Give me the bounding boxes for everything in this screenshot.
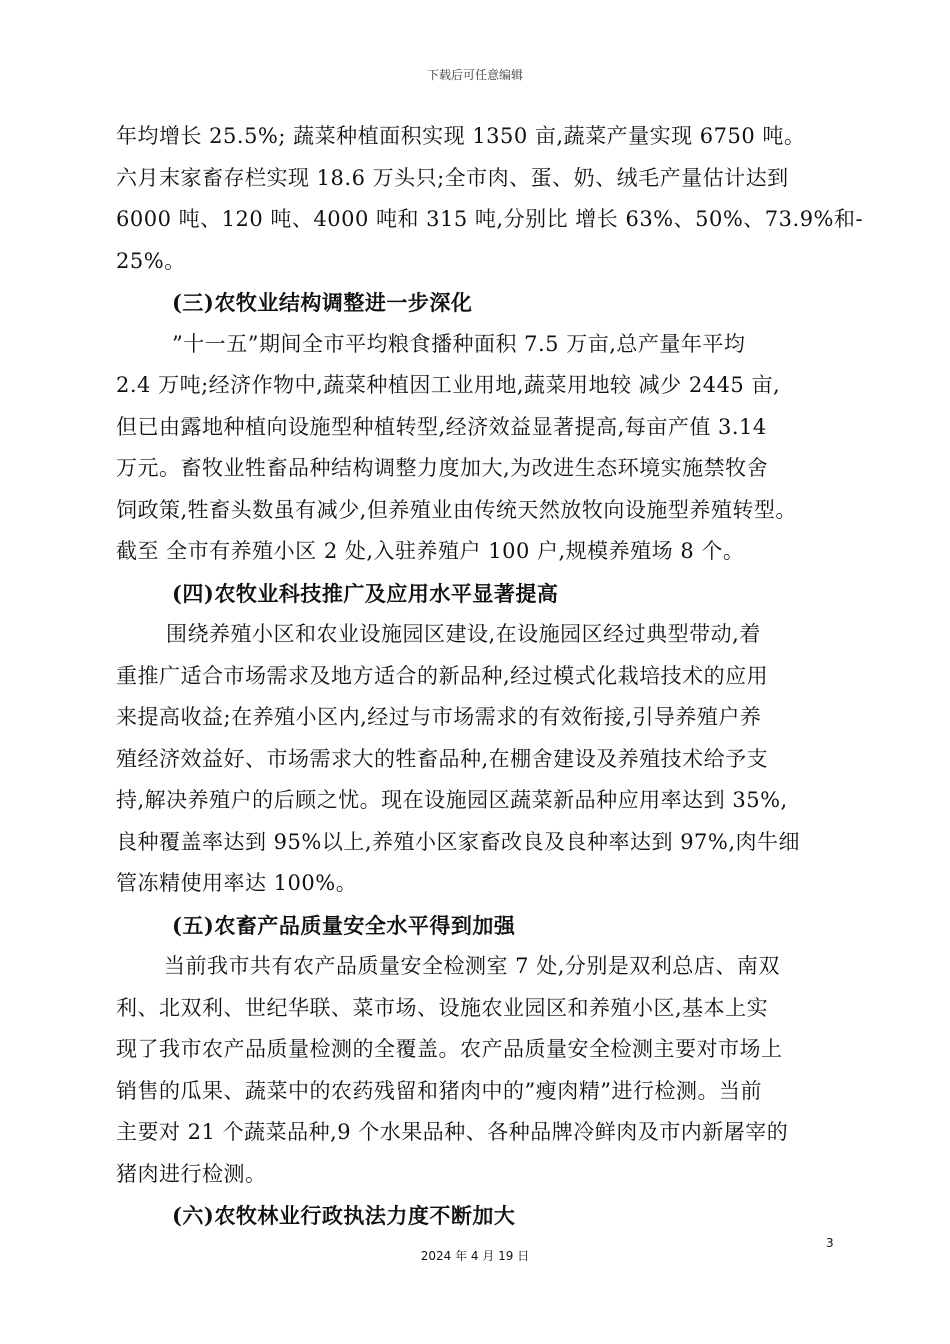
section-heading: (五)农畜产品质量安全水平得到加强 [172,912,516,938]
body-text-line: 六月末家畜存栏实现 18.6 万头只;全市肉、蛋、奶、绒毛产量估计达到 [116,165,789,190]
page-number: 3 [826,1236,834,1250]
body-text-line: 主要对 21 个蔬菜品种,9 个水果品种、各种品牌冷鲜肉及市内新屠宰的 [116,1120,789,1144]
body-text-line: 重推广适合市场需求及地方适合的新品种,经过模式化栽培技术的应用 [116,663,769,688]
body-text-line: 来提高收益;在养殖小区内,经过与市场需求的有效衔接,引导养殖户养 [116,705,762,729]
body-text-line: 现了我市农产品质量检测的全覆盖。农产品质量安全检测主要对市场上 [116,1037,783,1061]
body-text-line: 围绕养殖小区和农业设施园区建设,在设施园区经过典型带动,着 [166,622,761,646]
body-text-line: 年均增长 25.5%; 蔬菜种植面积实现 1350 亩,蔬菜产量实现 6750 吨。 [116,124,806,148]
body-text-line: 良种覆盖率达到 95%以上,养殖小区家畜改良及良种率达到 97%,肉牛细 [116,829,801,854]
body-text-line: 猪肉进行检测。 [116,1161,267,1186]
body-text-line: 2.4 万吨;经济作物中,蔬菜种植因工业用地,蔬菜用地较 减少 2445 亩, [116,373,781,397]
section-heading: (四)农牧业科技推广及应用水平显著提高 [172,580,559,606]
body-text-line: ”十一五”期间全市平均粮食播种面积 7.5 万亩,总产量年平均 [172,331,746,356]
body-text-line: 销售的瓜果、蔬菜中的农药残留和猪肉中的”瘦肉精”进行检测。当前 [116,1078,762,1103]
body-text-line: 管冻精使用率达 100%。 [116,871,358,895]
section-heading: (六)农牧林业行政执法力度不断加大 [172,1203,516,1228]
body-text-line: 但已由露地种植向设施型种植转型,经济效益显著提高,每亩产值 3.14 [116,414,767,439]
body-text-line: 当前我市共有农产品质量安全检测室 7 处,分别是双利总店、南双 [164,954,780,978]
body-text-line: 殖经济效益好、市场需求大的牲畜品种,在棚舍建设及养殖技术给予支 [116,746,769,771]
footer-date: 2024 年 4 月 19 日 [420,1249,530,1263]
page-header: 下载后可任意编辑 [426,68,523,82]
body-text-line: 25%。 [116,248,186,273]
body-text-line: 持,解决养殖户的后顾之忧。现在设施园区蔬菜新品种应用率达到 35%, [116,788,788,812]
body-text-line: 截至 全市有养殖小区 2 处,入驻养殖户 100 户,规模养殖场 8 个。 [116,539,745,563]
body-text-line: 6000 吨、120 吨、4000 吨和 315 吨,分别比 增长 63%、50%、73.9%和- [116,207,864,231]
document-body [116,116,864,1237]
body-text-line: 饲政策,牲畜头数虽有减少,但养殖业由传统天然放牧向设施型养殖转型。 [116,497,797,522]
section-heading: (三)农牧业结构调整进一步深化 [172,290,473,315]
body-text-line: 万元。畜牧业牲畜品种结构调整力度加大,为改进生态环境实施禁牧舍 [116,456,769,480]
body-text-line: 利、北双利、世纪华联、菜市场、设施农业园区和养殖小区,基本上实 [116,995,769,1020]
